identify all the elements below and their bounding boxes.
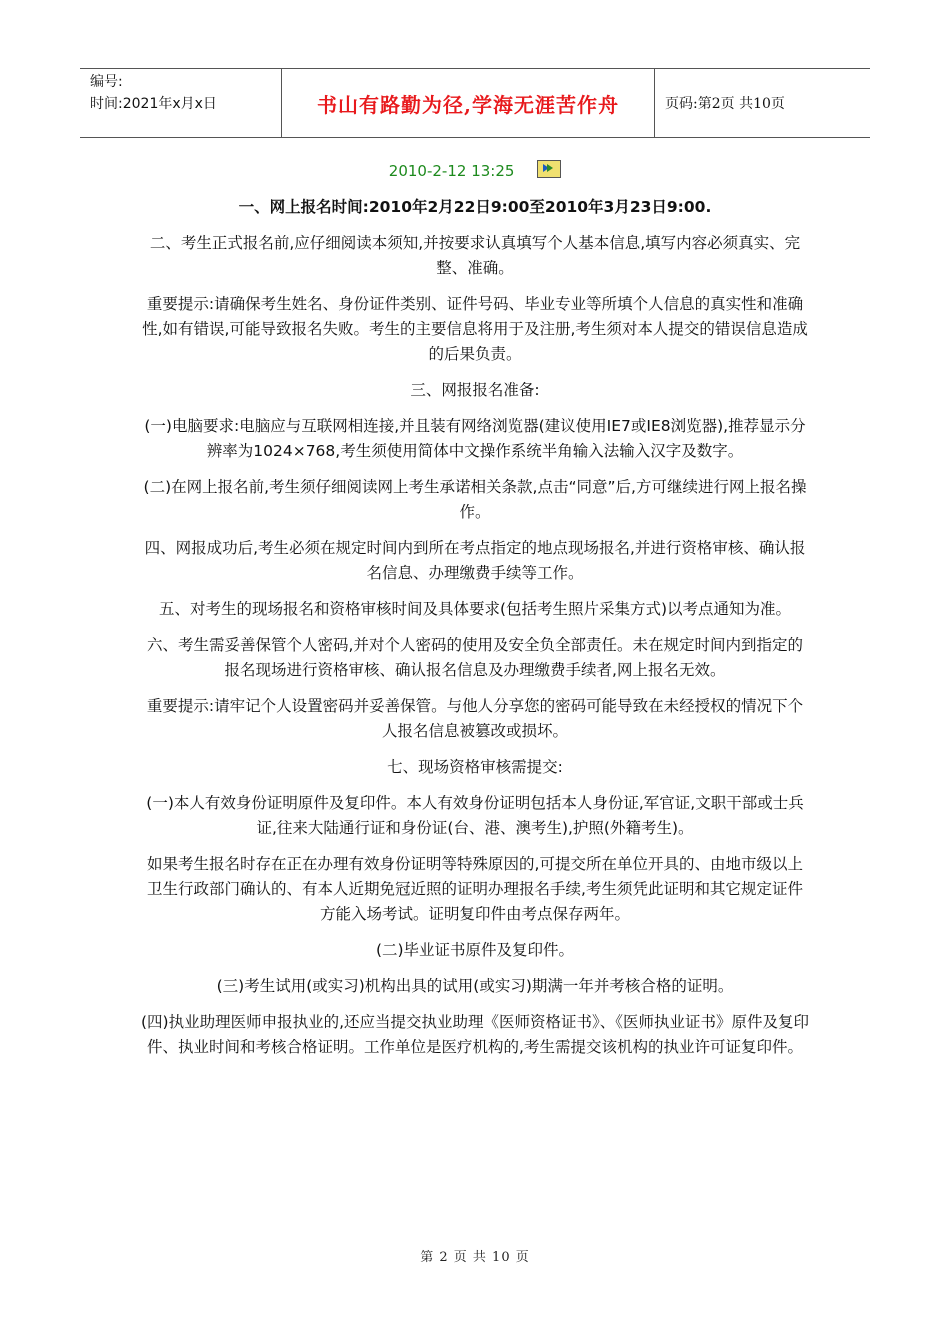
motto: 书山有路勤为径,学海无涯苦作舟 bbox=[282, 69, 655, 137]
paragraph: 一、网上报名时间:2010年2月22日9:00至2010年3月23日9:00. bbox=[238, 198, 712, 216]
section-heading: 三、网报报名准备: bbox=[410, 381, 540, 399]
page-footer: 第 2 页 共 10 页 bbox=[420, 1250, 530, 1265]
number-label: 编号: bbox=[90, 74, 123, 90]
document-body bbox=[140, 195, 810, 1071]
section-heading: 七、现场资格审核需提交: bbox=[387, 758, 563, 776]
page-info: 页码:第2页 共10页 bbox=[665, 96, 785, 112]
paragraph: (一)本人有效身份证明原件及复印件。本人有效身份证明包括本人身份证,军官证,文职干部或士兵证,往来大陆通行证和身份证(台、港、澳考生),护照(外籍考生)。 bbox=[146, 794, 804, 837]
time-label: 时间:2021年x月x日 bbox=[90, 96, 217, 112]
paragraph: (三)考生试用(或实习)机构出具的试用(或实习)期满一年并考核合格的证明。 bbox=[216, 977, 734, 995]
paragraph: (二)毕业证书原件及复印件。 bbox=[375, 941, 575, 959]
paragraph: 如果考生报名时存在正在办理有效身份证明等特殊原因的,可提交所在单位开具的、由地市级以上卫生行政部门确认的、有本人近期免冠近照的证明办理报名手续,考生须凭此证明和其它规定证件方能入场考试。证明复印件由考点保存两年。 bbox=[147, 855, 803, 923]
header-left-cell bbox=[80, 69, 282, 137]
arrow-badge-icon bbox=[537, 160, 561, 178]
header-table bbox=[80, 68, 870, 138]
paragraph: 重要提示:请牢记个人设置密码并妥善保管。与他人分享您的密码可能导致在未经授权的情况下个人报名信息被篡改或损坏。 bbox=[146, 697, 804, 740]
paragraph: (二)在网上报名前,考生须仔细阅读网上考生承诺相关条款,点击“同意”后,方可继续进行网上报名操作。 bbox=[143, 478, 807, 521]
paragraph: (四)执业助理医师申报执业的,还应当提交执业助理《医师资格证书》、《医师执业证书》原件及复印件、执业时间和考核合格证明。工作单位是医疗机构的,考生需提交该机构的执业许可证复印件。 bbox=[140, 1013, 810, 1056]
paragraph: 重要提示:请确保考生姓名、身份证件类别、证件号码、毕业专业等所填个人信息的真实性和准确性,如有错误,可能导致报名失败。考生的主要信息将用于及注册,考生须对本人提交的错误信息造成的后果负责。 bbox=[142, 295, 808, 363]
document-date-line bbox=[0, 160, 950, 180]
paragraph: 四、网报成功后,考生必须在规定时间内到所在考点指定的地点现场报名,并进行资格审核、确认报名信息、办理缴费手续等工作。 bbox=[144, 539, 806, 582]
paragraph: (一)电脑要求:电脑应与互联网相连接,并且装有网络浏览器(建议使用IE7或IE8浏览器),推荐显示分辨率为1024×768,考生须使用简体中文操作系统半角输入法输入汉字及数字。 bbox=[144, 417, 806, 460]
paragraph: 五、对考生的现场报名和资格审核时间及具体要求(包括考生照片采集方式)以考点通知为准。 bbox=[158, 600, 792, 618]
document-date: 2010-2-12 13:25 bbox=[388, 162, 515, 180]
paragraph: 二、考生正式报名前,应仔细阅读本须知,并按要求认真填写个人基本信息,填写内容必须真实、完整、准确。 bbox=[149, 234, 801, 277]
paragraph: 六、考生需妥善保管个人密码,并对个人密码的使用及安全负全部责任。未在规定时间内到指定的报名现场进行资格审核、确认报名信息及办理缴费手续者,网上报名无效。 bbox=[147, 636, 803, 679]
